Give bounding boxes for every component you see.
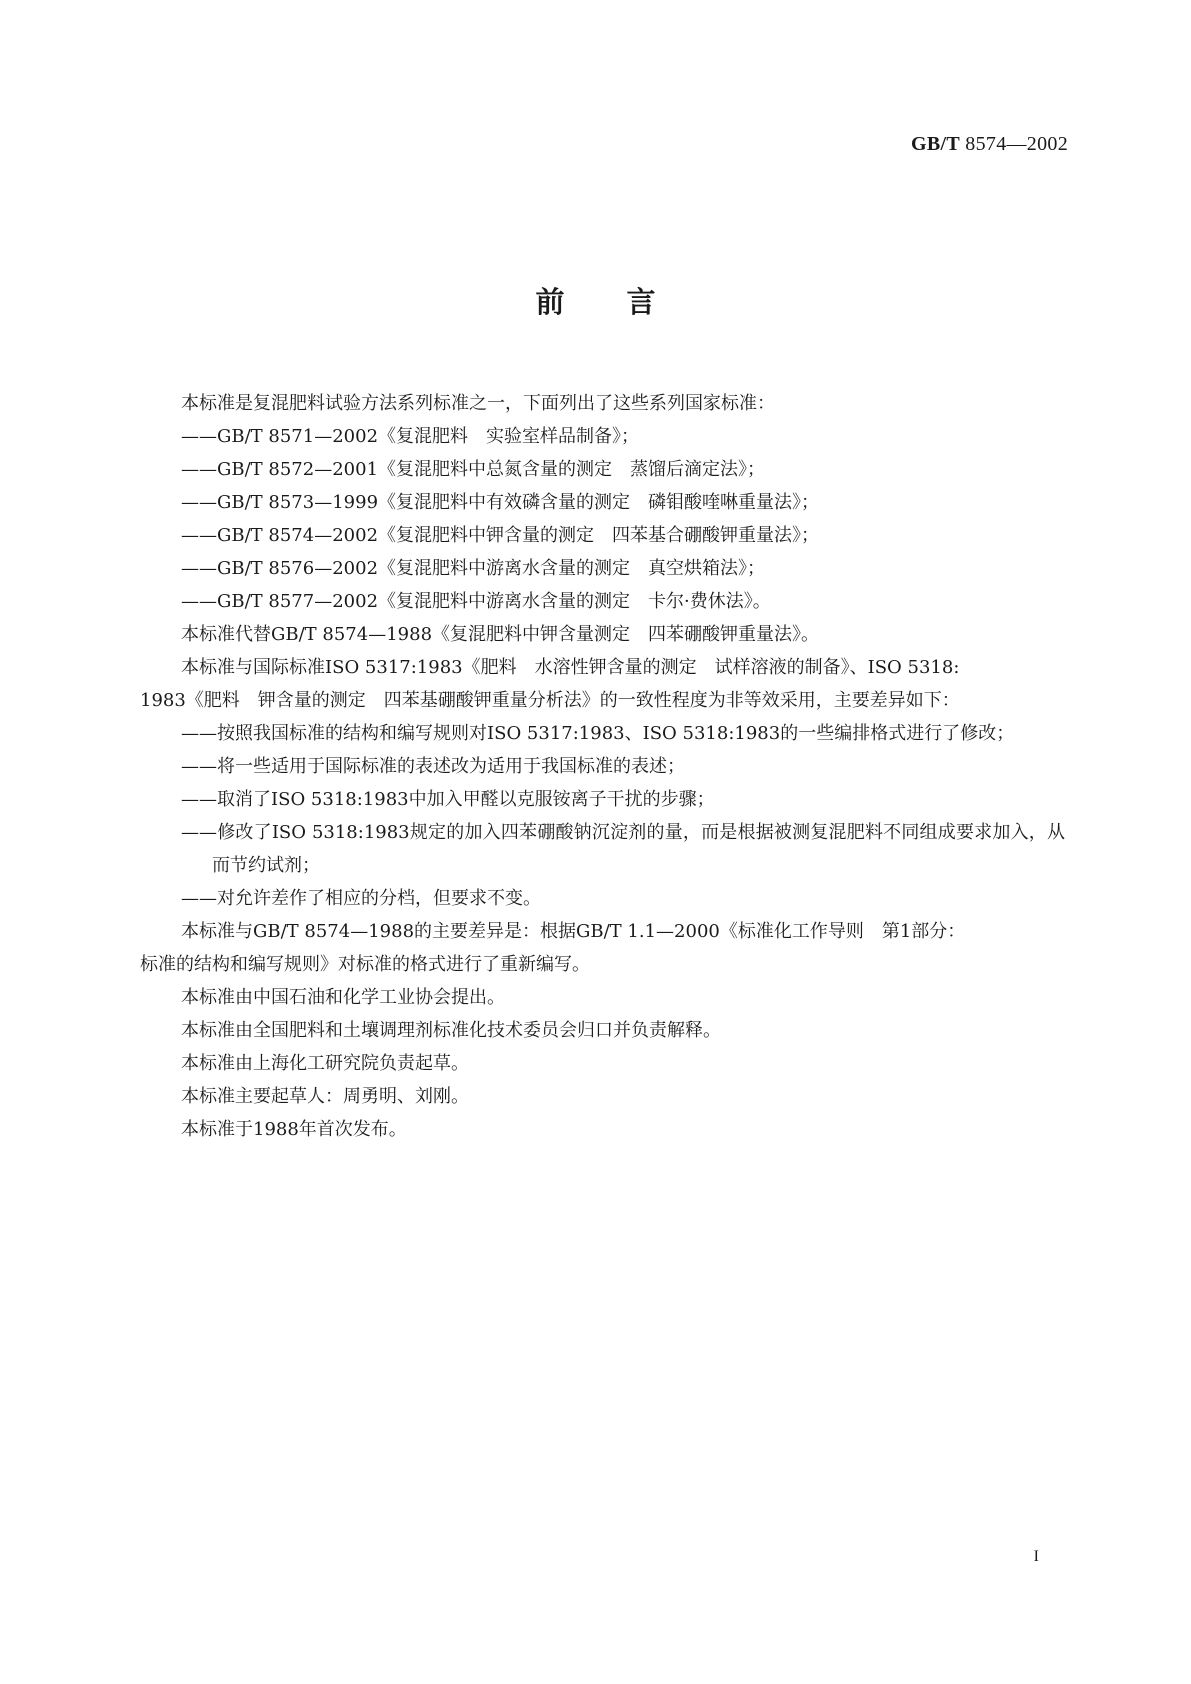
committee-paragraph: 本标准由全国肥料和土壤调理剂标准化技术委员会归口并负责解释。 [181,1020,721,1041]
gb1988-paragraph-line2: 标准的结构和编写规则》对标准的格式进行了重新编写。 [140,954,590,975]
list-item-gb8574: ——GB/T 8574—2002《复混肥料中钾含量的测定 四苯基合硼酸钾重量法》； [181,525,820,546]
difference-item-precipitant: ——修改了ISO 5318:1983规定的加入四苯硼酸钠沉淀剂的量，而是根据被测复混肥料不同组成要求加入，从而节约试剂； [181,822,1065,876]
page-title: 前言 [535,285,718,319]
list-item-gb8577: ——GB/T 8577—2002《复混肥料中游离水含量的测定 卡尔·费休法》。 [181,591,771,612]
drafter-org-paragraph: 本标准由上海化工研究院负责起草。 [181,1053,469,1074]
standard-code [911,133,1068,156]
list-item-gb8573: ——GB/T 8573—1999《复混肥料中有效磷含量的测定 磷钼酸喹啉重量法》； [181,492,820,513]
list-item-gb8571: ——GB/T 8571—2002《复混肥料 实验室样品制备》； [181,426,640,447]
difference-item-wording: ——将一些适用于国际标准的表述改为适用于我国标准的表述； [181,756,685,777]
difference-item-formaldehyde: ——取消了ISO 5318:1983中加入甲醛以克服铵离子干扰的步骤； [181,789,715,810]
standard-prefix: GB/T [910,133,960,155]
intro-paragraph: 本标准是复混肥料试验方法系列标准之一，下面列出了这些系列国家标准： [181,393,775,414]
iso-paragraph-line2: 1983《肥料 钾含量的测定 四苯基硼酸钾重量分析法》的一致性程度为非等效采用，主要差异如下： [140,690,960,711]
drafters-paragraph: 本标准主要起草人：周勇明、刘刚。 [181,1086,469,1107]
gb1988-paragraph-line1: 本标准与GB/T 8574—1988的主要差异是：根据GB/T 1.1—2000《标准化工作导则 第1部分： [181,921,966,942]
standard-number: 8574—2002 [965,133,1068,155]
difference-item-format: ——按照我国标准的结构和编写规则对ISO 5317:1983、ISO 5318:1983的一些编排格式进行了修改； [181,723,1015,744]
foreword-body [140,387,1065,1146]
page-number: I [1033,1548,1039,1565]
replacement-paragraph: 本标准代替GB/T 8574—1988《复混肥料中钾含量测定 四苯硼酸钾重量法》。 [181,624,820,645]
list-item-gb8576: ——GB/T 8576—2002《复混肥料中游离水含量的测定 真空烘箱法》； [181,558,766,579]
proposer-paragraph: 本标准由中国石油和化学工业协会提出。 [181,987,505,1008]
list-item-gb8572: ——GB/T 8572—2001《复混肥料中总氮含量的测定 蒸馏后滴定法》； [181,459,766,480]
difference-item-tolerance: ——对允许差作了相应的分档，但要求不变。 [181,888,541,909]
first-issue-paragraph: 本标准于1988年首次发布。 [181,1119,407,1140]
iso-paragraph-line1: 本标准与国际标准ISO 5317:1983《肥料 水溶性钾含量的测定 试样溶液的制备》、ISO 5318: [181,657,960,678]
